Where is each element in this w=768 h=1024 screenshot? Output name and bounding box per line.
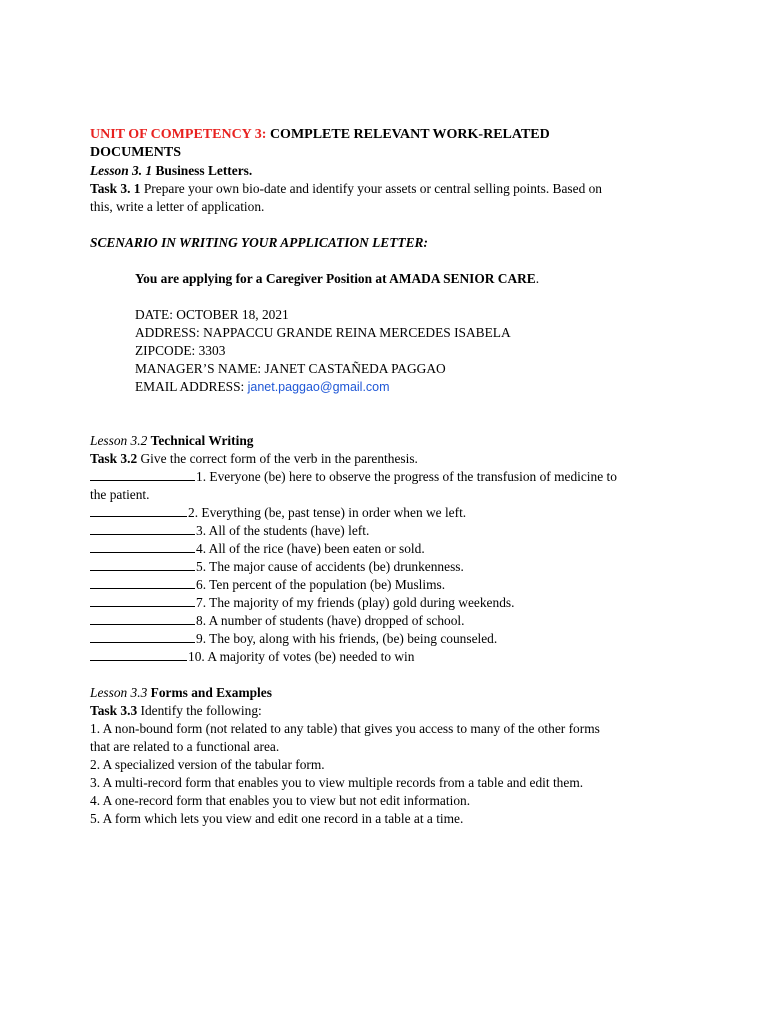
answer-blank bbox=[90, 468, 195, 481]
answer-blank bbox=[90, 558, 195, 571]
item-text: 4. All of the rice (have) been eaten or sold. bbox=[196, 541, 425, 556]
task-3-3-text: Identify the following: bbox=[140, 703, 262, 718]
lesson-3-1-label: Lesson 3. 1 bbox=[90, 163, 153, 178]
task-3-2-label: Task 3.2 bbox=[90, 451, 138, 466]
lesson-3-2-title: Technical Writing bbox=[150, 433, 254, 448]
answer-blank bbox=[90, 540, 195, 553]
task-3-1-line2: this, write a letter of application. bbox=[90, 199, 265, 214]
task-3-3-item: 3. A multi-record form that enables you to view multiple records from a table and edit them. bbox=[90, 775, 584, 790]
lesson-3-3-heading bbox=[90, 684, 690, 702]
item-text: 1. Everyone (be) here to observe the progress of the transfusion of medicine to bbox=[196, 469, 617, 484]
email-link[interactable]: janet.paggao@gmail.com bbox=[247, 380, 390, 394]
task-3-2-item bbox=[90, 630, 690, 648]
task-3-2-item bbox=[90, 522, 690, 540]
answer-blank bbox=[90, 522, 195, 535]
task-3-3-item: 2. A specialized version of the tabular form. bbox=[90, 757, 325, 772]
task-3-1-text: Prepare your own bio-date and identify your assets or central selling points. Based on bbox=[143, 181, 603, 196]
scenario-intro-text: You are applying for a Caregiver Position at AMADA SENIOR CARE bbox=[135, 271, 536, 286]
scenario-zipcode: ZIPCODE: 3303 bbox=[135, 343, 226, 358]
unit-label: UNIT OF COMPETENCY 3: bbox=[90, 127, 267, 142]
scenario-manager: MANAGER’S NAME: JANET CASTAÑEDA PAGGAO bbox=[135, 361, 446, 376]
task-3-3-label: Task 3.3 bbox=[90, 703, 138, 718]
scenario-heading: SCENARIO IN WRITING YOUR APPLICATION LETTER: bbox=[90, 235, 428, 250]
answer-blank bbox=[90, 576, 195, 589]
scenario-address: ADDRESS: NAPPACCU GRANDE REINA MERCEDES ISABELA bbox=[135, 325, 511, 340]
task-3-3-item: 5. A form which lets you view and edit one record in a table at a time. bbox=[90, 811, 464, 826]
unit-title bbox=[90, 126, 690, 144]
task-3-2-item-continued: the patient. bbox=[90, 487, 150, 502]
task-3-2-item bbox=[90, 558, 690, 576]
item-text: 7. The majority of my friends (play) gold during weekends. bbox=[196, 595, 515, 610]
task-3-3-heading bbox=[90, 702, 690, 720]
task-3-1-line1 bbox=[90, 180, 690, 198]
answer-blank bbox=[90, 630, 195, 643]
unit-title-line2: DOCUMENTS bbox=[90, 145, 182, 160]
item-text: 8. A number of students (have) dropped of school. bbox=[196, 613, 465, 628]
task-3-2-item bbox=[90, 468, 690, 486]
scenario-intro bbox=[90, 270, 690, 288]
answer-blank bbox=[90, 504, 187, 517]
task-3-2-heading bbox=[90, 450, 690, 468]
task-3-3-item: 4. A one-record form that enables you to view but not edit information. bbox=[90, 793, 471, 808]
task-3-2-text: Give the correct form of the verb in the parenthesis. bbox=[140, 451, 418, 466]
task-3-2-item bbox=[90, 594, 690, 612]
item-text: 10. A majority of votes (be) needed to win bbox=[188, 649, 415, 664]
task-3-2-item bbox=[90, 612, 690, 630]
item-text: 5. The major cause of accidents (be) drunkenness. bbox=[196, 559, 464, 574]
task-3-3-item-continued: that are related to a functional area. bbox=[90, 739, 280, 754]
scenario-email-line bbox=[90, 378, 690, 396]
lesson-3-2-heading bbox=[90, 432, 690, 450]
item-text: 3. All of the students (have) left. bbox=[196, 523, 370, 538]
task-3-2-item bbox=[90, 504, 690, 522]
scenario-date: DATE: OCTOBER 18, 2021 bbox=[135, 307, 289, 322]
unit-title-line1: COMPLETE RELEVANT WORK-RELATED bbox=[269, 127, 550, 142]
answer-blank bbox=[90, 594, 195, 607]
task-3-2-item bbox=[90, 576, 690, 594]
lesson-3-3-title: Forms and Examples bbox=[150, 685, 272, 700]
lesson-3-1-heading bbox=[90, 162, 690, 180]
answer-blank bbox=[90, 612, 195, 625]
email-label: EMAIL ADDRESS: bbox=[135, 379, 248, 394]
document-content bbox=[90, 126, 690, 828]
answer-blank bbox=[90, 648, 187, 661]
item-text: 6. Ten percent of the population (be) Muslims. bbox=[196, 577, 446, 592]
item-text: 9. The boy, along with his friends, (be) being counseled. bbox=[196, 631, 498, 646]
task-3-2-item bbox=[90, 648, 690, 666]
lesson-3-2-label: Lesson 3.2 bbox=[90, 433, 148, 448]
item-text: 2. Everything (be, past tense) in order when we left. bbox=[188, 505, 467, 520]
lesson-3-3-label: Lesson 3.3 bbox=[90, 685, 148, 700]
scenario-intro-end: . bbox=[535, 271, 540, 286]
task-3-1-label: Task 3. 1 bbox=[90, 181, 141, 196]
task-3-2-item bbox=[90, 540, 690, 558]
task-3-3-item: 1. A non-bound form (not related to any table) that gives you access to many of the other forms bbox=[90, 721, 600, 736]
lesson-3-1-title: Business Letters. bbox=[155, 163, 253, 178]
